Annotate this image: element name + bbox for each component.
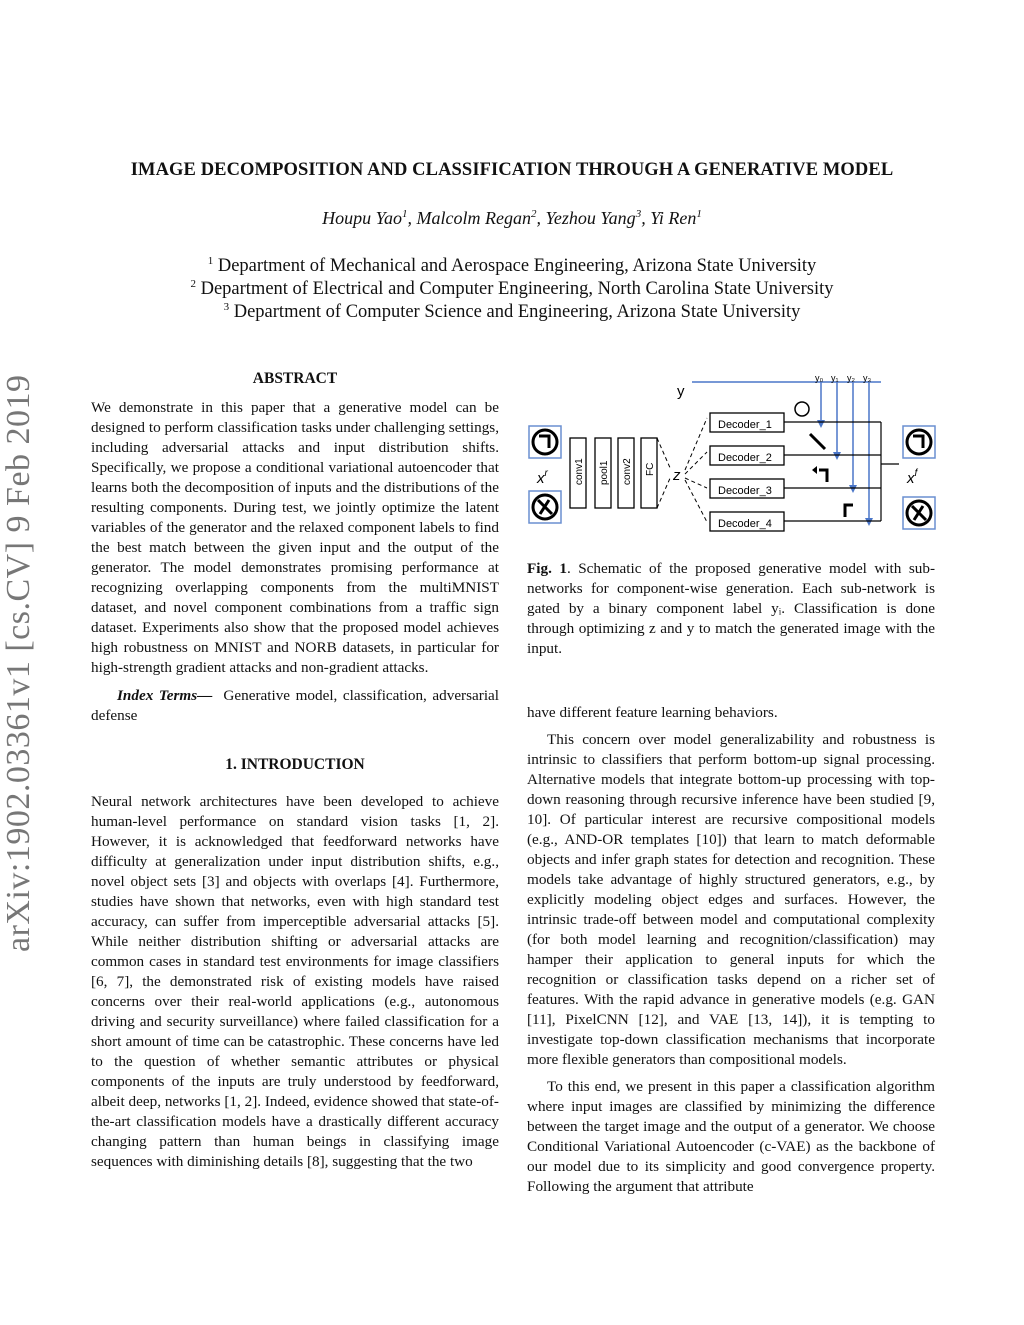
z-label: z xyxy=(673,467,681,484)
layer-label: conv1 xyxy=(574,458,585,485)
abstract-heading: ABSTRACT xyxy=(252,370,338,387)
y-tick: y₀ xyxy=(815,373,824,383)
index-terms: Index Terms— Generative model, classification, adversarial defense xyxy=(91,687,500,724)
intro-paragraph: have different feature learning behaviors. xyxy=(527,704,778,721)
decoder-label: Decoder_2 xyxy=(718,452,772,464)
affiliation: $^2$ Department of Electrical and Computer Engineering, North Carolina State University xyxy=(190,277,834,299)
input-label: $x^r$ xyxy=(537,468,548,487)
intro-paragraph: To this end, we present in this paper a classification algorithm where input images are classified by minimizing the difference between the target image and the output of a generator. We choose Conditional Variational Autoencoder (c-VAE) as the backbone of our model due to its simplicity and good convergence property. Following the argument that attribute xyxy=(527,1078,935,1195)
layer-label: conv2 xyxy=(622,458,633,485)
intro-paragraph: Neural network architectures have been developed to achieve human-level performance on standard vision tasks [1, 2]. However, it is acknowledged that feedforward networks have difficulty at generalization under input distribution shifts, e.g., novel object sets [3] and objects with overlaps [4]. Furthermore, studies have shown that networks, even with high standard test accuracy, can suffer from imperceptible adversarial attacks [5]. While neither distribution shifting or adversarial attacks are common cases in standard test environments for image classifiers [6, 7], the demonstrated risk of existing models have raised concerns over their real-world applications (e.g., autonomous driving and security surveillance) where failed classification for a short amount of time can be catastrophic. These concerns have led to the question of whether semantic attributes or physical components of the inputs are truly understood by feedforward, albeit deep, networks [1, 2]. Indeed, evidence showed that state-of-the-art classification models have a drastically different accuracy changing pattern than human beings in classifying image sequences with diminishing details [8], suggesting that the two xyxy=(91,793,499,1170)
intro-paragraph: This concern over model generalizability and robustness is intrinsic to classifiers that perform bottom-up signal processing. Alternative models that integrate bottom-up processing with top-down reasoning through recursive inference have been studied [9, 10]. Of particular interest are recursive compositional models (e.g., AND-OR templates [10]) that learn to match deformable objects and infer graph states for detection and recognition. These models take advantage of highly structured generators, e.g., by explicitly modeling object edges and surfaces. However, the intrinsic trade-off between model and computational complexity (for both model learning and recognition/classification) may hamper their application to general inputs for which the recognition or classification tasks depend on a richer set of features. With the rapid advance in generative models (e.g. GAN [11], PixelCNN [12], and VAE [13, 14]), it is tempting to investigate top-down classification mechanisms that incorporate more flexible generators than compositional models. xyxy=(527,731,935,1068)
decoder-label: Decoder_4 xyxy=(718,518,772,530)
intro-continued xyxy=(527,703,935,1197)
y-tick: y₁ xyxy=(831,373,839,383)
intro-heading: 1. INTRODUCTION xyxy=(225,756,365,773)
paper-title: IMAGE DECOMPOSITION AND CLASSIFICATION THROUGH A GENERATIVE MODEL xyxy=(130,160,894,180)
figure-caption: Fig. 1. Schematic of the proposed generative model with sub-networks for component-wise generation. Each sub-network is gated by a binary component label yᵢ. Classification is done through optimizing z and y to match the generated image with the input. xyxy=(527,560,935,657)
y-label: y xyxy=(677,383,685,400)
author: Yi Ren xyxy=(650,208,697,228)
decoder-label: Decoder_3 xyxy=(718,485,772,497)
decoder-label: Decoder_1 xyxy=(718,419,772,431)
layer-label: pool1 xyxy=(599,460,610,485)
author: Yezhou Yang xyxy=(545,208,636,228)
y-tick: y₂ xyxy=(847,373,855,383)
output-label: $x^f$ xyxy=(907,468,918,487)
affiliation: $^3$ Department of Computer Science and Engineering, Arizona State University xyxy=(223,300,801,322)
author-list: Houpu Yao$^1$, Malcolm Regan$^2$, Yezhou Yang$^3$, Yi Ren$^1$ xyxy=(322,208,702,228)
layer-label: FC xyxy=(645,462,656,476)
author: Malcolm Regan xyxy=(416,208,531,228)
author: Houpu Yao xyxy=(322,208,402,228)
affiliation: $^1$ Department of Mechanical and Aerospace Engineering, Arizona State University xyxy=(207,254,817,276)
abstract-text: We demonstrate in this paper that a generative model can be designed to perform classification tasks under challenging settings, including adversarial attacks and input distribution shifts. Specifically, we propose a conditional variational autoencoder that learns both the decomposition of inputs and the distributions of the resulting components. During test, we jointly optimize the latent variables of the generator and the relaxed component labels to find the best match between the given input and the output of the generator. The model demonstrates promising performance at recognizing overlapping components from the multiMNIST dataset, and novel component combinations from a traffic sign dataset. Experiments also show that the proposed model achieves high robustness on MNIST and NORB datasets, in particular for high-strength gradient attacks and non-gradient attacks. xyxy=(91,399,499,676)
y-tick: y₃ xyxy=(863,373,872,383)
abstract-section xyxy=(91,369,499,1172)
arxiv-side-label: arXiv:1902.03361v1 [cs.CV] 9 Feb 2019 xyxy=(0,374,37,952)
figure-1-schematic xyxy=(527,372,947,542)
